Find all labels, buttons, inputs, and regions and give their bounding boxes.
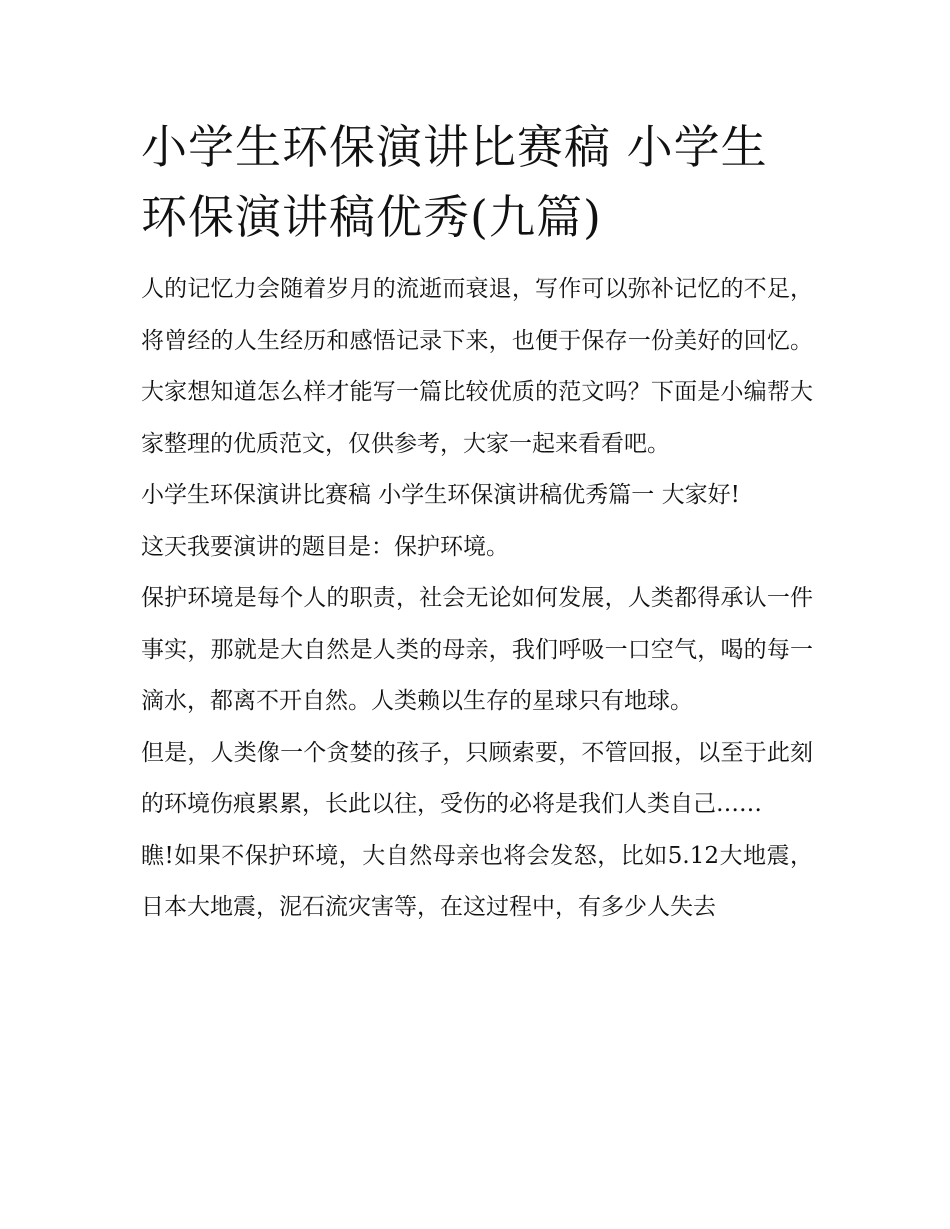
paragraph-disasters: 瞧!如果不保护环境，大自然母亲也将会发怒，比如5.12大地震，日本大地震，泥石流灾害等，在这过程中，有多少人失去 [141,842,813,920]
document-title: 小学生环保演讲比赛稿 小学生环保演讲稿优秀(九篇) [141,120,768,244]
paragraph-speech-heading: 小学生环保演讲比赛稿 小学生环保演讲稿优秀篇一 大家好! [141,482,740,508]
document-body [141,112,813,934]
paragraph-intro: 人的记忆力会随着岁月的流逝而衰退，写作可以弥补记忆的不足，将曾经的人生经历和感悟记录下来，也便于保存一份美好的回忆。大家想知道怎么样才能写一篇比较优质的范文吗？下面是小编帮大家整理的优质范文，仅供参考，大家一起来看看吧。 [141,276,813,457]
paragraph-topic: 这天我要演讲的题目是：保护环境。 [141,533,509,560]
paragraph-greedy-child: 但是，人类像一个贪婪的孩子，只顾索要，不管回报，以至于此刻的环境伤痕累累，长此以往，受伤的必将是我们人类自己…… [141,739,813,817]
paragraph-responsibility: 保护环境是每个人的职责，社会无论如何发展，人类都得承认一件事实，那就是大自然是人类的母亲，我们呼吸一口空气，喝的每一滴水，都离不开自然。人类赖以生存的星球只有地球。 [141,585,813,714]
